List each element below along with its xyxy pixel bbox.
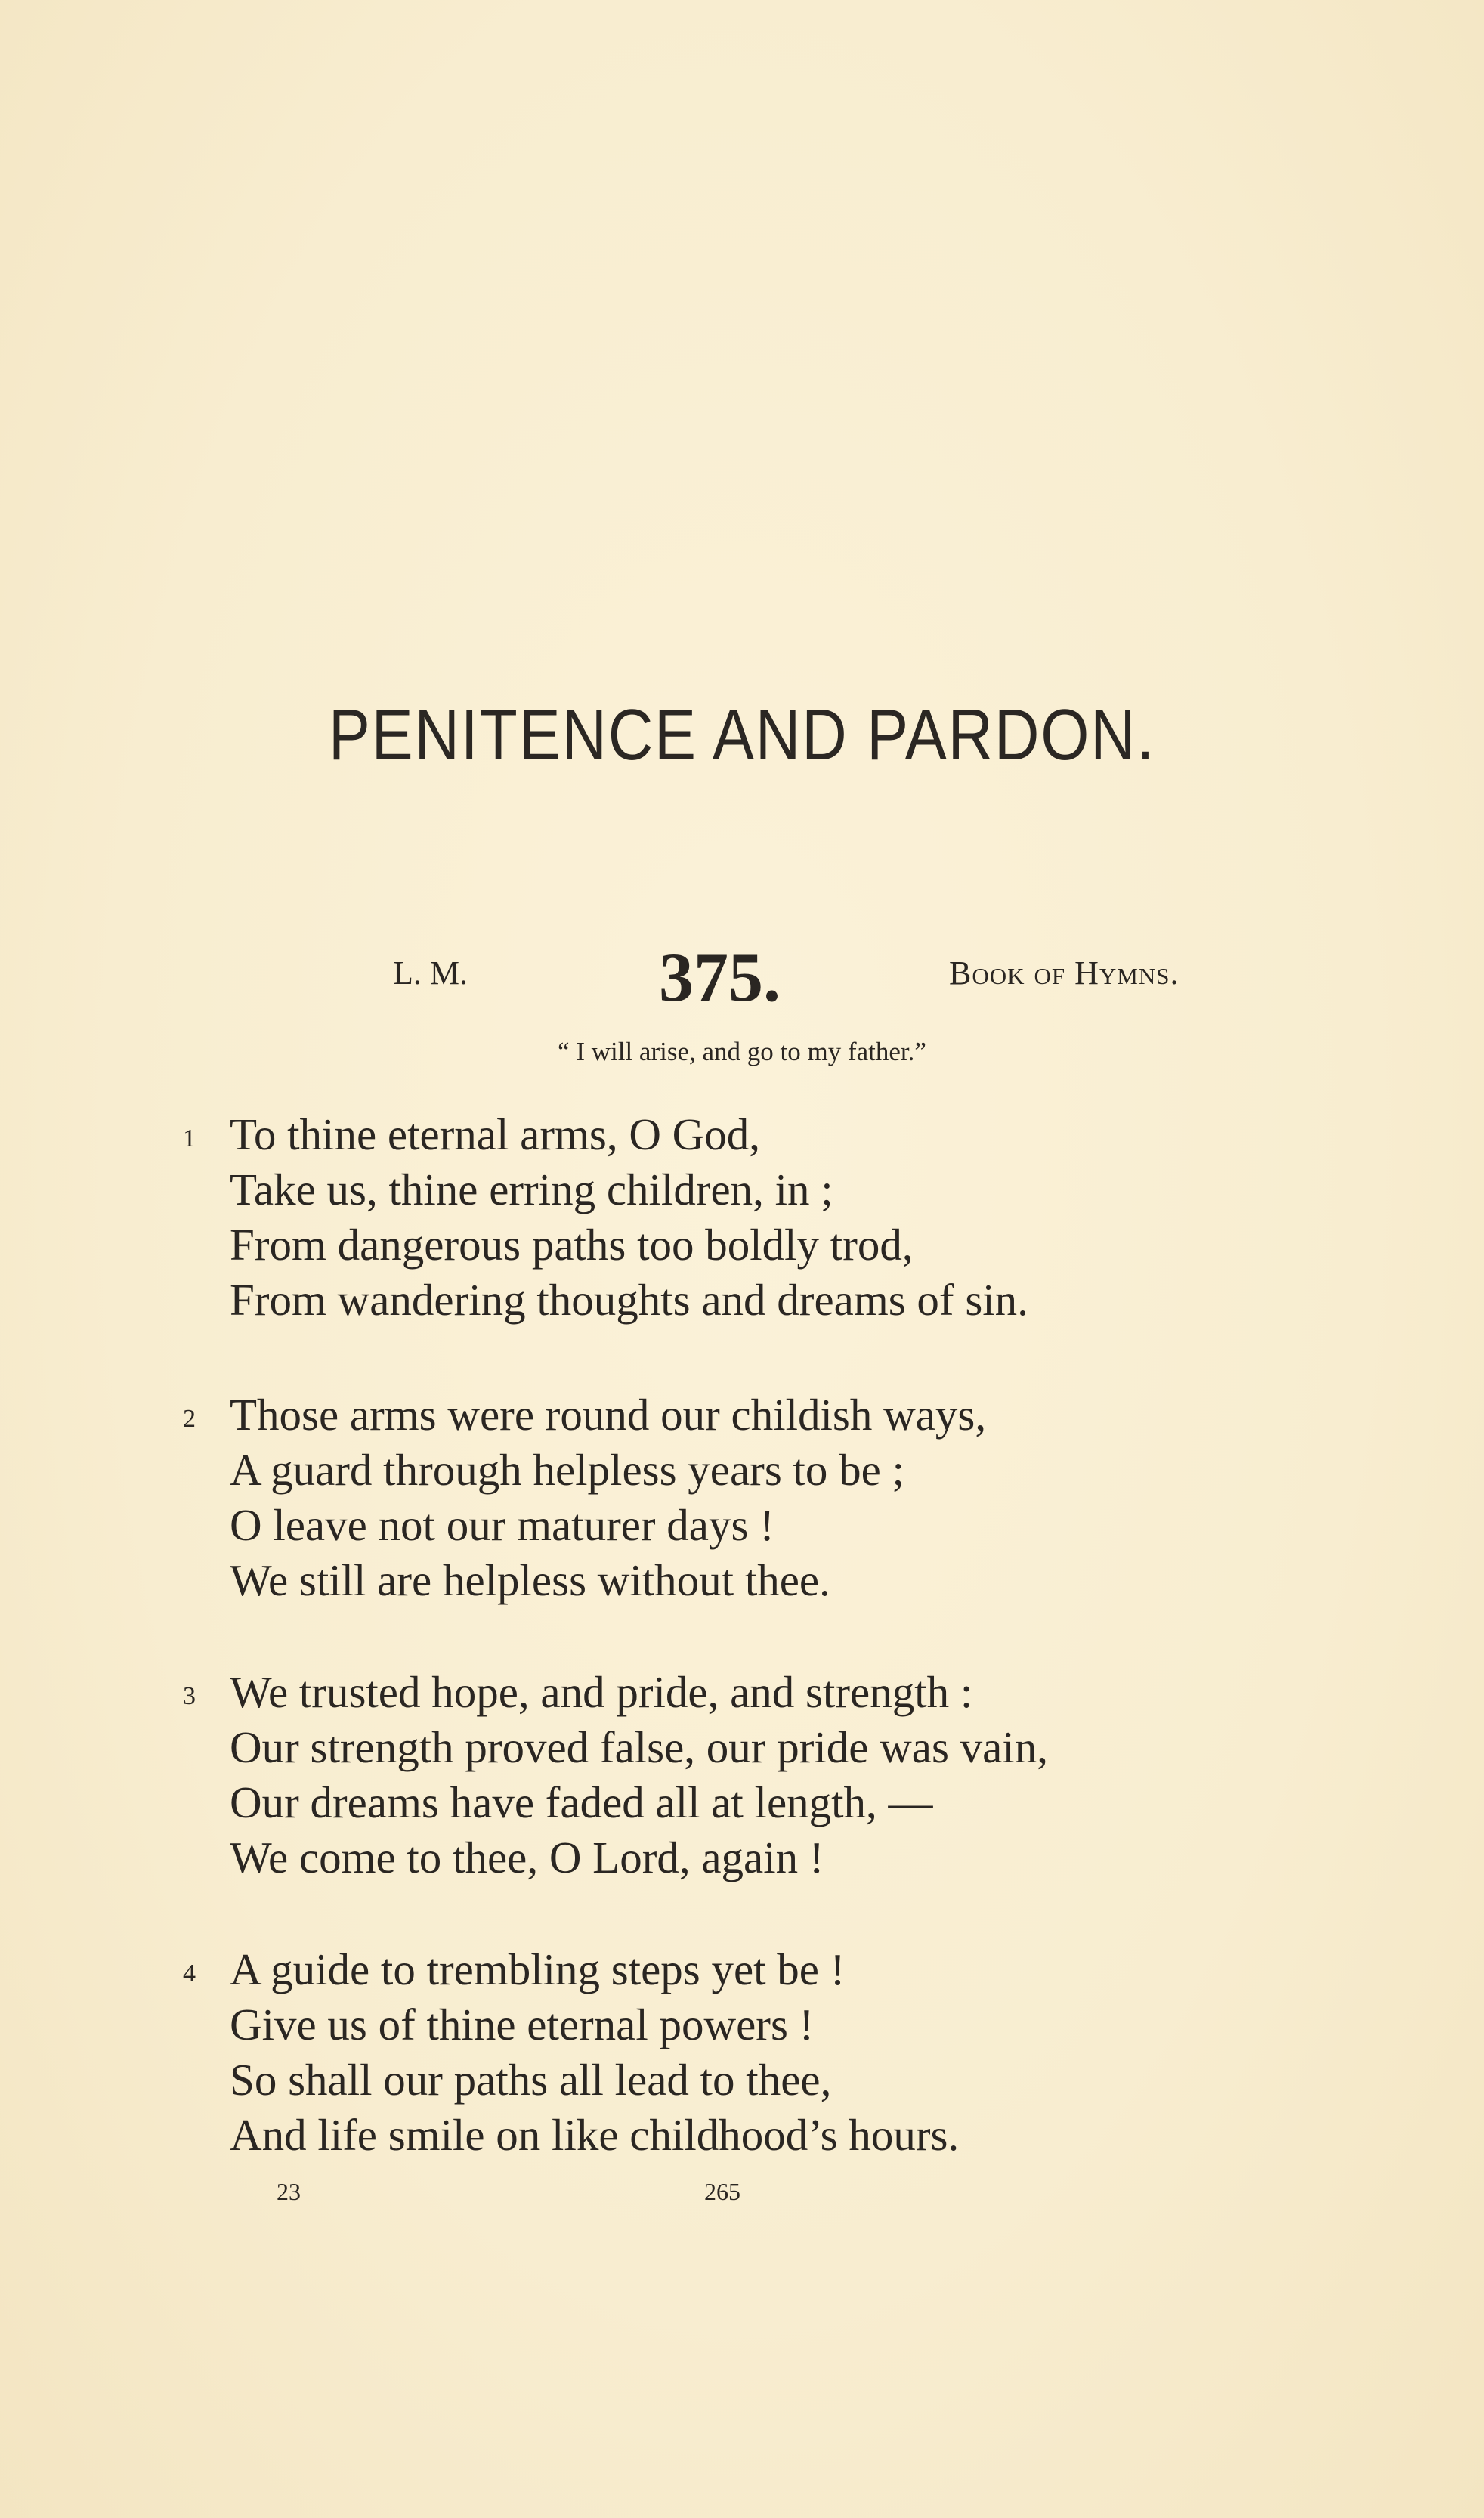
verse-line: Take us, thine erring children, in ; — [230, 1165, 833, 1214]
verse-line: Our strength proved false, our pride was vain, — [230, 1722, 1049, 1772]
verse-line: To thine eternal arms, O God, — [230, 1109, 761, 1159]
section-title: PENITENCE AND PARDON. — [328, 694, 1156, 775]
verse-line: So shall our paths all lead to thee, — [230, 2055, 832, 2105]
verse-line: We still are helpless without thee. — [230, 1555, 830, 1605]
hymn-number: 375. — [659, 939, 781, 1016]
verse-line: From wandering thoughts and dreams of sin. — [230, 1275, 1028, 1325]
verse-line: A guide to trembling steps yet be ! — [230, 1944, 846, 1994]
verse-line: We trusted hope, and pride, and strength : — [230, 1667, 973, 1717]
signature-mark: 23 — [277, 2178, 301, 2205]
hymn-source: Book of Hymns. — [949, 954, 1179, 991]
verse-line: From dangerous paths too boldly trod, — [230, 1220, 914, 1270]
page-number: 265 — [704, 2178, 740, 2205]
verse-line: Give us of thine eternal powers ! — [230, 2000, 815, 2049]
verse-line: And life smile on like childhood’s hours. — [230, 2110, 960, 2160]
verse-line: O leave not our maturer days ! — [230, 1500, 774, 1550]
epigraph: “ I will arise, and go to my father.” — [558, 1037, 926, 1066]
hymn-meter: L. M. — [393, 954, 468, 991]
stanza-number: 1 — [183, 1124, 196, 1152]
stanza-number: 4 — [183, 1960, 196, 1987]
verse-line: We come to thee, O Lord, again ! — [230, 1833, 824, 1882]
verse-line: A guard through helpless years to be ; — [230, 1445, 905, 1495]
stanza-number: 2 — [183, 1405, 196, 1433]
stanza-number: 3 — [183, 1682, 196, 1710]
verse-line: Our dreams have faded all at length, — — [230, 1777, 933, 1827]
hymn-header — [0, 937, 1484, 1020]
verse-line: Those arms were round our childish ways, — [230, 1390, 987, 1440]
